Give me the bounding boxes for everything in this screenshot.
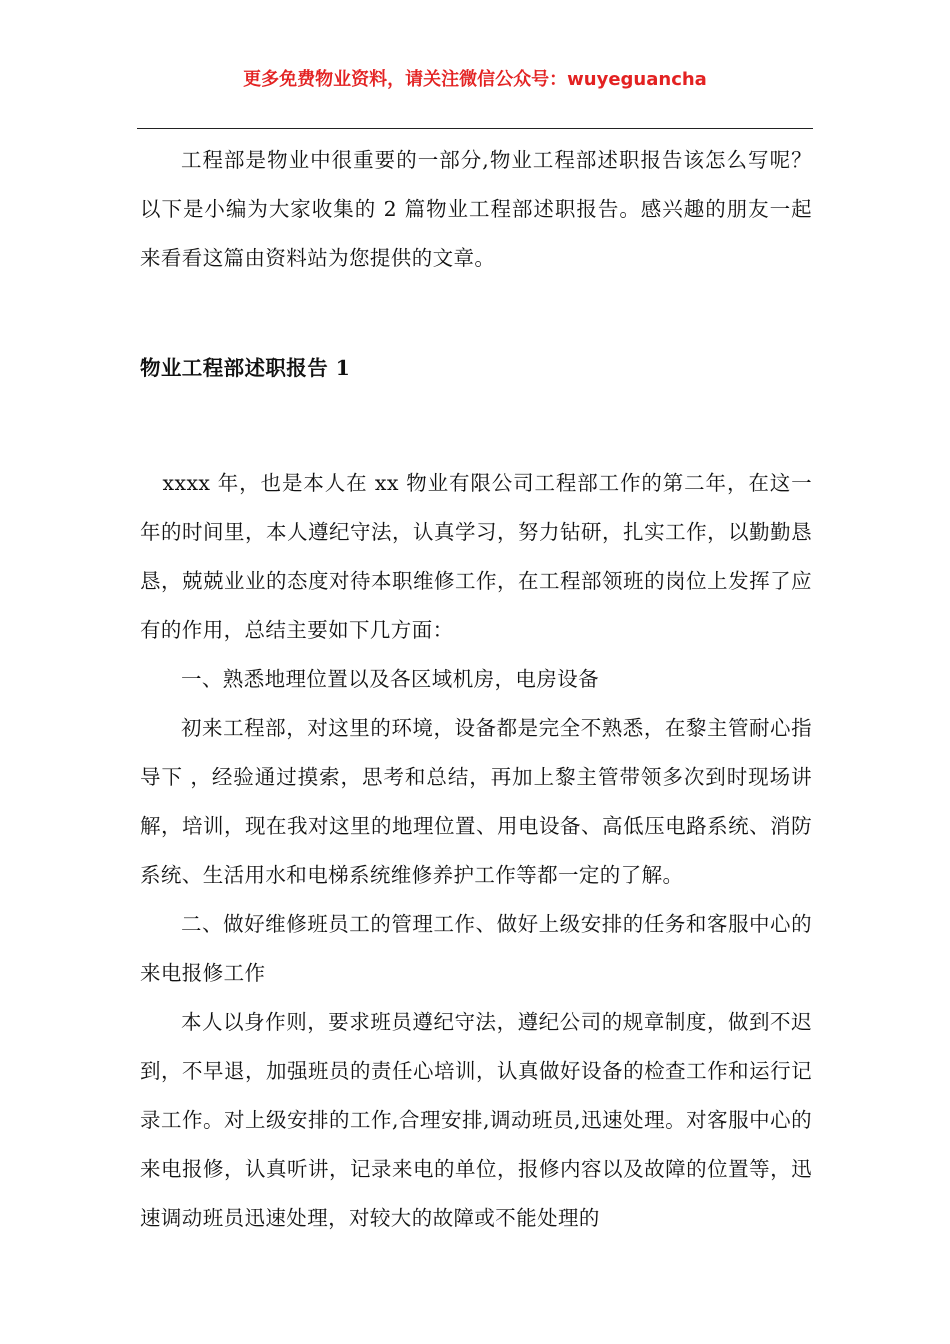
body-paragraph: 初来工程部，对这里的环境，设备都是完全不熟悉，在黎主管耐心指导下 ，经验通过摸索，思考和总结，再加上黎主管带领多次到时现场讲解，培训，现在我对这里的地理位置、用电设备、高低压电路系统、消防系统、生活用水和电梯系统维修养护工作等都一定的了解。 bbox=[140, 716, 812, 887]
body-paragraph: 本人以身作则，要求班员遵纪守法，遵纪公司的规章制度，做到不迟到，不早退，加强班员的责任心培训，认真做好设备的检查工作和运行记录工作。对上级安排的工作,合理安排,调动班员,迅速处理。对客服中心的来电报修，认真听讲，记录来电的单位，报修内容以及故障的位置等，迅速调动班员迅速处理，对较大的故障或不能处理的 bbox=[140, 1010, 812, 1230]
subheading-2: 二、做好维修班员工的管理工作、做好上级安排的任务和客服中心的来电报修工作 bbox=[140, 912, 812, 985]
spacer bbox=[140, 283, 812, 344]
section-title: 物业工程部述职报告 1 bbox=[140, 356, 351, 380]
body-paragraph: xxxx 年，也是本人在 xx 物业有限公司工程部工作的第二年，在这一年的时间里，本人遵纪守法，认真学习，努力钻研，扎实工作，以勤勤恳恳，兢兢业业的态度对待本职维修工作，在工程部领班的岗位上发挥了应有的作用，总结主要如下几方面： bbox=[140, 471, 812, 642]
promo-header: 更多免费物业资料，请关注微信公众号：wuyeguancha bbox=[243, 69, 707, 90]
document-body bbox=[140, 136, 812, 1243]
header-divider bbox=[137, 128, 813, 129]
subheading-1: 一、熟悉地理位置以及各区域机房，电房设备 bbox=[181, 667, 599, 691]
intro-paragraph: 工程部是物业中很重要的一部分,物业工程部述职报告该怎么写呢？以下是小编为大家收集的 2 篇物业工程部述职报告。感兴趣的朋友一起来看看这篇由资料站为您提供的文章。 bbox=[140, 148, 812, 270]
spacer bbox=[140, 393, 812, 459]
